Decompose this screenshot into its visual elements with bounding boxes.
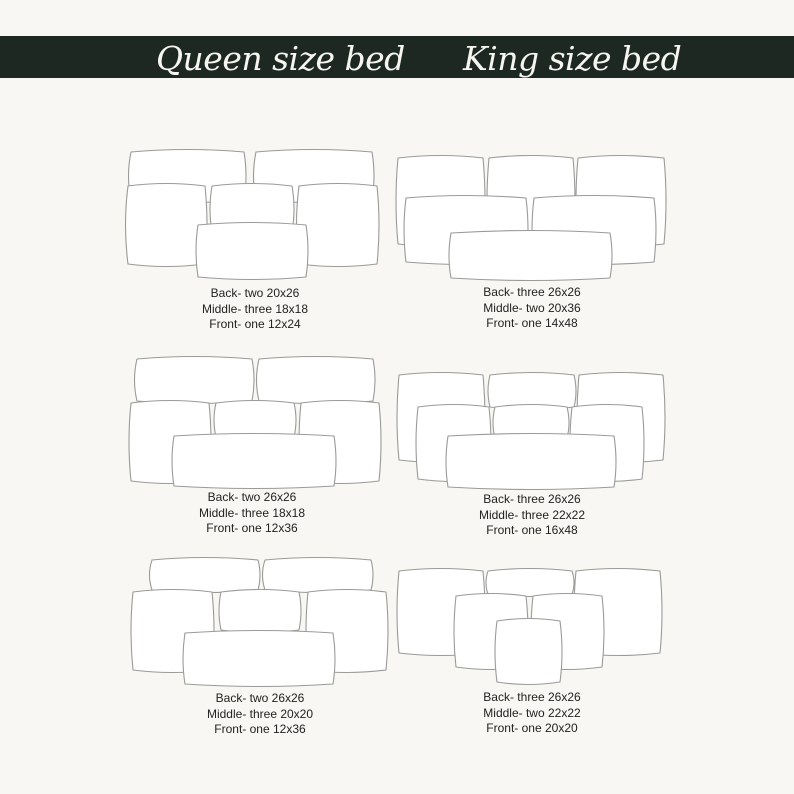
pillow-back xyxy=(486,569,574,597)
arrangement-caption xyxy=(427,285,637,332)
king-bed-title: King size bed xyxy=(463,39,682,78)
arrangement-caption xyxy=(150,286,360,333)
pillow-middle xyxy=(126,184,208,267)
front-pillows-label: Front- one 14x48 xyxy=(486,316,578,330)
pillow-middle xyxy=(219,590,301,633)
front-pillows-label: Front- one 12x36 xyxy=(214,722,306,736)
pillow-middle xyxy=(297,184,380,267)
arrangement-caption xyxy=(155,691,365,738)
queen-bed-title: Queen size bed xyxy=(156,39,405,78)
arrangement-3-pillows xyxy=(129,357,381,489)
arrangement-2-pillows xyxy=(396,156,666,281)
pillow-front xyxy=(495,619,562,685)
middle-pillows-label: Middle- two 22x22 xyxy=(483,705,581,720)
pillow-front xyxy=(446,434,616,490)
back-pillows-label: Back- two 26x26 xyxy=(207,490,297,504)
arrangement-caption xyxy=(427,492,637,539)
pillow-back xyxy=(257,357,376,404)
pillow-back xyxy=(488,373,576,410)
arrangement-5-pillows xyxy=(131,558,388,687)
arrangement-4-pillows xyxy=(397,373,665,490)
pillow-back xyxy=(150,558,261,593)
back-pillows-label: Back- three 26x26 xyxy=(483,492,581,506)
pillow-front xyxy=(196,223,308,280)
front-pillows-label: Front- one 16x48 xyxy=(486,523,578,537)
middle-pillows-label: Middle- two 20x36 xyxy=(483,300,581,315)
arrangement-caption xyxy=(427,690,637,737)
front-pillows-label: Front- one 12x24 xyxy=(209,317,301,331)
middle-pillows-label: Middle- three 22x22 xyxy=(478,507,586,522)
back-pillows-label: Back- three 26x26 xyxy=(483,690,581,704)
pillow-back xyxy=(135,357,255,404)
middle-pillows-label: Middle- three 18x18 xyxy=(198,505,306,520)
pillow-back xyxy=(263,558,374,593)
arrangement-6-pillows xyxy=(397,569,662,685)
back-pillows-label: Back- two 20x26 xyxy=(210,286,300,300)
pillow-front xyxy=(172,434,336,489)
arrangement-1-pillows xyxy=(126,150,380,280)
arrangement-caption xyxy=(147,490,357,537)
back-pillows-label: Back- three 26x26 xyxy=(483,285,581,299)
front-pillows-label: Front- one 20x20 xyxy=(486,721,578,735)
pillow-front xyxy=(183,631,335,687)
middle-pillows-label: Middle- three 20x20 xyxy=(206,706,314,721)
pillow-front xyxy=(449,231,612,281)
front-pillows-label: Front- one 12x36 xyxy=(206,521,298,535)
middle-pillows-label: Middle- three 18x18 xyxy=(201,301,309,316)
back-pillows-label: Back- two 26x26 xyxy=(215,691,305,705)
